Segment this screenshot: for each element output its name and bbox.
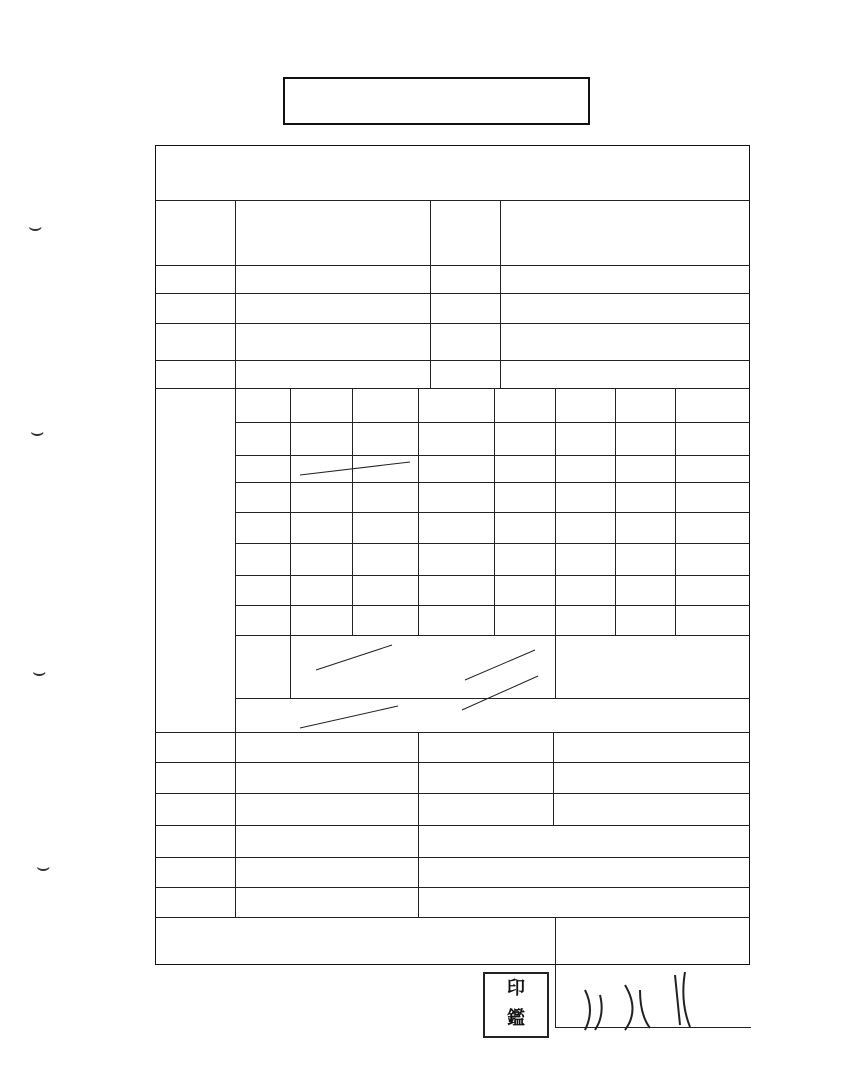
margin-mark: ⌣: [36, 855, 51, 880]
margin-mark: ⌣: [30, 420, 45, 445]
official-seal: 印 鑑: [483, 972, 549, 1038]
margin-mark: ⌣: [28, 215, 43, 240]
margin-mark: ⌣: [32, 660, 47, 685]
